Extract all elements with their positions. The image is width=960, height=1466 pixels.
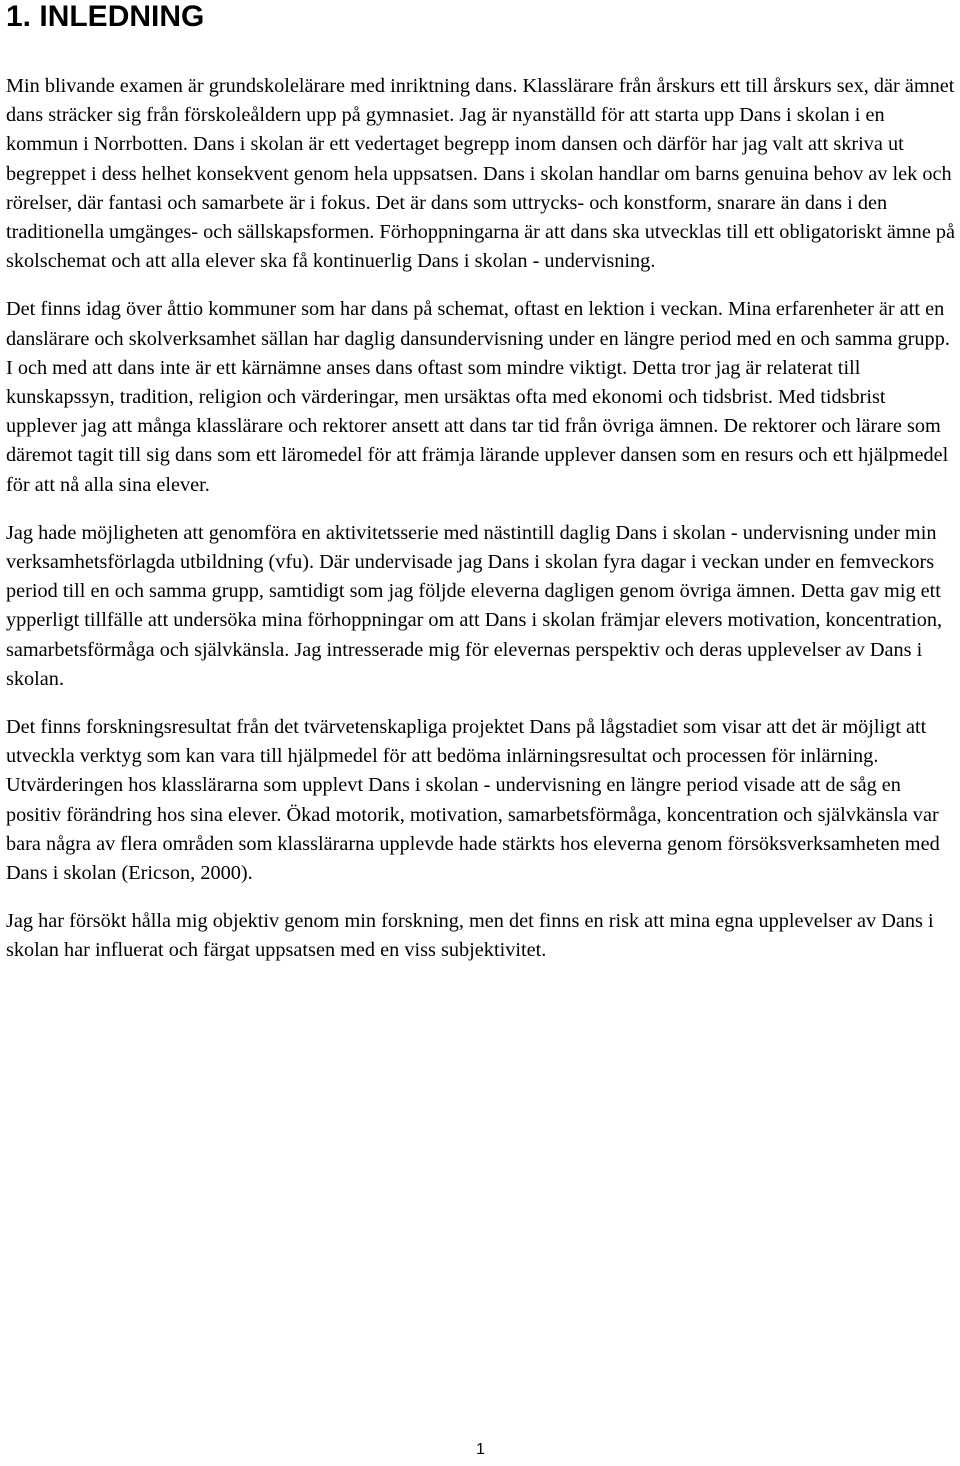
paragraph-3: Jag hade möjligheten att genomföra en aktivitetsserie med nästintill daglig Dans i skolan - undervisning under min verksamhetsförlagda utbildning (vfu). Där undervisade jag Dans i skolan fyra dagar i veckan under en femveckors period till en och samma grupp, samtidigt som jag följde eleverna dagligen genom övriga ämnen. Detta gav mig ett ypperligt tillfälle att undersöka mina förhoppningar om att Dans i skolan främjar elevers motivation, koncentration, samarbetsförmåga och självkänsla. Jag intresserade mig för elevernas perspektiv och deras upplevelser av Dans i skolan. <box>6 521 943 690</box>
page-number: 1 <box>476 1441 485 1458</box>
paragraph-5: Jag har försökt hålla mig objektiv genom min forskning, men det finns en risk att mina egna upplevelser av Dans i skolan har influerat och färgat uppsatsen med en viss subjektivitet. <box>6 910 934 962</box>
paragraph-1: Min blivande examen är grundskolelärare med inriktning dans. Klasslärare från årskurs ett till årskurs sex, där ämnet dans sträcker sig från förskoleåldern upp på gymnasiet. Jag är nyanställd för att starta upp Dans i skolan i en kommun i Norrbotten. Dans i skolan är ett vedertaget begrepp inom dansen och därför har jag valt att skriva ut begreppet i dess helhet konsekvent genom hela uppsatsen. Dans i skolan handlar om barns genuina behov av lek och rörelser, där fantasi och samarbete är i fokus. Det är dans som uttrycks- och konstform, snarare än dans i den traditionella umgänges- och sällskapsformen. Förhoppningarna är att dans ska utvecklas till ett obligatoriskt ämne på skolschemat och att alla elever ska få kontinuerlig Dans i skolan - undervisning. <box>6 75 956 273</box>
body-text <box>6 72 956 985</box>
paragraph-4: Det finns forskningsresultat från det tvärvetenskapliga projektet Dans på lågstadiet som visar att det är möjligt att utveckla verktyg som kan vara till hjälpmedel för att bedöma inlärningsresultat och processen för inlärning. Utvärderingen hos klasslärarna som upplevt Dans i skolan - undervisning en längre period visade att de såg en positiv förändring hos sina elever. Ökad motorik, motivation, samarbetsförmåga, koncentration och självkänsla var bara några av flera områden som klasslärarna upplevde hade stärkts hos eleverna genom försöksverksamheten med Dans i skolan (Ericson, 2000). <box>6 716 940 885</box>
section-heading: 1. INLEDNING <box>6 0 205 33</box>
paragraph-2: Det finns idag över åttio kommuner som har dans på schemat, oftast en lektion i veckan. Mina erfarenheter är att en danslärare och skolverksamhet sällan har daglig dansundervisning under en längre period med en och samma grupp. I och med att dans inte är ett kärnämne anses dans oftast som mindre viktigt. Detta tror jag är relaterat till kunskapssyn, tradition, religion och värderingar, men ursäktas ofta med ekonomi och tidsbrist. Med tidsbrist upplever jag att många klasslärare och rektorer ansett att dans tar tid från övriga ämnen. De rektorer och lärare som däremot tagit till sig dans som ett läromedel för att främja lärande upplever dansen som en resurs och ett hjälpmedel för att nå alla sina elever. <box>6 298 950 496</box>
